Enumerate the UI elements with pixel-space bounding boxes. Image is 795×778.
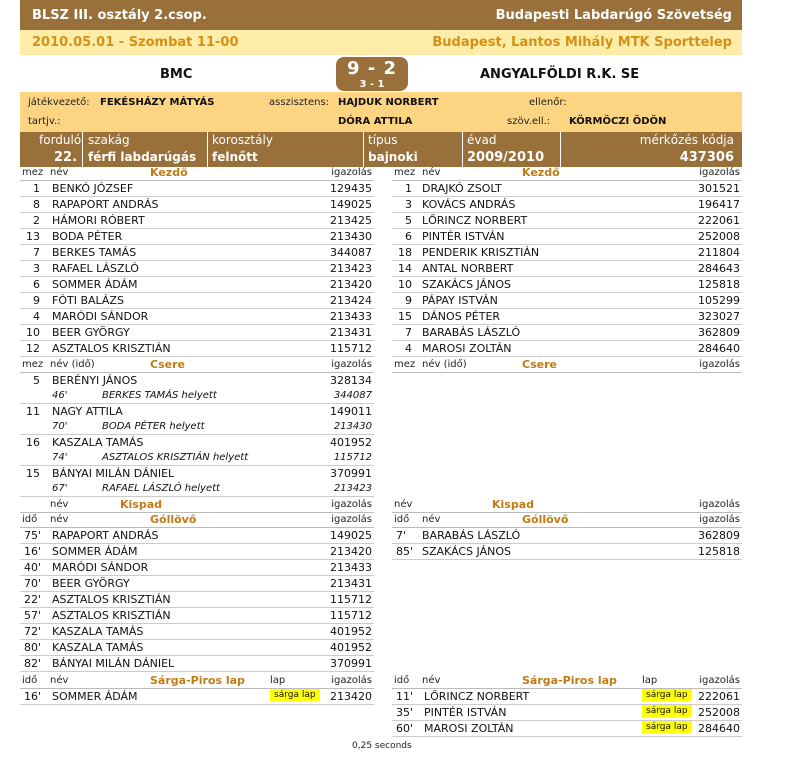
away-start-cell-id: 301521	[698, 182, 740, 195]
home-start-cell-num: 13	[26, 230, 40, 243]
away-card-id: 222061	[698, 690, 740, 703]
away-subs-col-id: igazolás	[699, 359, 740, 370]
away-start-row	[392, 309, 742, 325]
home-goal-cell-name: BÁNYAI MILÁN DÁNIEL	[52, 657, 175, 670]
away-card-minute: 60'	[396, 722, 414, 735]
round-value: 22.	[54, 150, 78, 165]
home-bench-section-header	[20, 499, 374, 513]
away-card-row	[392, 689, 742, 705]
away-start-cell-name: ANTAL NORBERT	[422, 262, 514, 275]
home-goal-cell-minute: 82'	[24, 657, 42, 670]
home-start-col-nev: név	[50, 167, 69, 178]
home-start-cell-name: BODA PÉTER	[52, 230, 123, 243]
age-label: korosztály	[212, 133, 273, 147]
away-start-cell-id: 196417	[698, 198, 740, 211]
away-goals-section-header	[392, 514, 742, 528]
away-cards-section-header	[392, 675, 742, 689]
away-start-cell-name: KOVÁCS ANDRÁS	[422, 198, 516, 211]
home-sub-name: KASZALA TAMÁS	[52, 436, 144, 449]
home-goal-cell-name: KASZALA TAMÁS	[52, 625, 144, 638]
home-start-cell-name: HÁMORI RÓBERT	[52, 214, 145, 227]
home-goal-row	[20, 592, 374, 608]
home-cards-section-header	[20, 675, 374, 689]
home-sub-detail	[20, 482, 374, 497]
away-goal-cell-name: BARABÁS LÁSZLÓ	[422, 529, 521, 542]
home-sub-row	[20, 435, 374, 451]
home-goal-row	[20, 640, 374, 656]
home-start-cell-id: 213424	[330, 294, 372, 307]
away-start-cell-name: DRAJKÓ ZSOLT	[422, 182, 502, 195]
away-start-row	[392, 261, 742, 277]
home-goal-row	[20, 576, 374, 592]
home-sub-name: NAGY ATTILA	[52, 405, 123, 418]
home-cards-col-nev: név	[50, 675, 69, 686]
home-goal-row	[20, 608, 374, 624]
away-start-row	[392, 277, 742, 293]
home-start-cell-name: BERKES TAMÁS	[52, 246, 137, 259]
away-card-name: PINTÉR ISTVÁN	[424, 706, 507, 719]
home-sub-minute: 46'	[52, 390, 68, 401]
home-start-row	[20, 325, 374, 341]
home-start-cell-num: 8	[33, 198, 40, 211]
home-start-cell-id: 115712	[330, 342, 372, 355]
home-start-cell-name: BENKÓ JÓZSEF	[52, 182, 134, 195]
home-cards-col-id: igazolás	[331, 675, 372, 686]
home-goal-cell-id: 213420	[330, 545, 372, 558]
home-sub-num: 5	[33, 374, 40, 387]
home-start-cell-id: 213420	[330, 278, 372, 291]
away-subs-col-mez: mez	[394, 359, 416, 370]
home-cards-col-lap: lap	[270, 675, 286, 686]
referee-label: játékvezető:	[28, 97, 90, 108]
home-start-cell-num: 4	[33, 310, 40, 323]
home-goals-section-title: Góllövő	[150, 513, 197, 526]
away-start-row	[392, 245, 742, 261]
home-start-cell-name: ASZTALOS KRISZTIÁN	[52, 342, 171, 355]
federation-checker-name: KÖRMÖCZI ÖDÖN	[569, 116, 667, 127]
home-sub-minute: 67'	[52, 483, 68, 494]
home-sub-name: BÁNYAI MILÁN DÁNIEL	[52, 467, 175, 480]
home-bench-col-id: igazolás	[331, 499, 372, 510]
home-start-row	[20, 245, 374, 261]
home-goal-row	[20, 560, 374, 576]
away-card-name: LŐRINCZ NORBERT	[424, 690, 530, 703]
away-goal-cell-minute: 85'	[396, 545, 414, 558]
home-subs-col-nev: név (idő)	[50, 359, 95, 370]
home-goal-cell-id: 370991	[330, 657, 372, 670]
match-code-value: 437306	[679, 150, 734, 165]
away-cards-col-lap: lap	[642, 675, 658, 686]
home-start-cell-num: 10	[26, 326, 40, 339]
home-goal-cell-id: 115712	[330, 593, 372, 606]
away-start-cell-id: 284640	[698, 342, 740, 355]
home-goals-col-nev: név	[50, 514, 69, 525]
home-sub-replaced: BERKES TAMÁS helyett	[102, 390, 217, 401]
round-label: forduló	[39, 133, 82, 147]
away-goals-col-nev: név	[422, 514, 441, 525]
type-label: típus	[368, 133, 398, 147]
away-start-cell-name: PINTÉR ISTVÁN	[422, 230, 505, 243]
home-subs-section-title: Csere	[150, 358, 185, 371]
home-goals-section-header	[20, 514, 374, 528]
home-start-cell-id: 213430	[330, 230, 372, 243]
home-start-row	[20, 197, 374, 213]
home-start-cell-name: MARÓDI SÁNDOR	[52, 310, 149, 323]
away-cards-col-nev: név	[422, 675, 441, 686]
away-subs-section-header	[392, 359, 742, 373]
home-goal-cell-id: 401952	[330, 641, 372, 654]
away-start-cell-num: 15	[398, 310, 412, 323]
home-goal-row	[20, 544, 374, 560]
away-start-row	[392, 181, 742, 197]
home-subs-col-id: igazolás	[331, 359, 372, 370]
home-sub-replaced-id: 213423	[333, 483, 372, 494]
home-team: BMC	[160, 67, 193, 82]
home-goal-cell-minute: 16'	[24, 545, 42, 558]
away-start-cell-name: PENDERIK KRISZTIÁN	[422, 246, 540, 259]
home-start-row	[20, 213, 374, 229]
home-start-col-mez: mez	[22, 167, 44, 178]
home-start-cell-name: RAFAEL LÁSZLÓ	[52, 262, 139, 275]
score-box	[336, 57, 408, 91]
away-start-cell-num: 14	[398, 262, 412, 275]
home-start-cell-id: 344087	[330, 246, 372, 259]
home-sub-row	[20, 373, 374, 389]
home-start-cell-id: 129435	[330, 182, 372, 195]
checker-label: ellenőr:	[529, 97, 567, 108]
home-start-col-id: igazolás	[331, 167, 372, 178]
away-subs-col-nev: név (idő)	[422, 359, 467, 370]
home-start-cell-num: 9	[33, 294, 40, 307]
home-goal-cell-name: KASZALA TAMÁS	[52, 641, 144, 654]
home-cards-section-title: Sárga-Piros lap	[150, 674, 245, 687]
away-start-cell-num: 5	[405, 214, 412, 227]
away-start-section-header	[392, 167, 742, 181]
home-goal-cell-id: 213431	[330, 577, 372, 590]
home-sub-replaced: ASZTALOS KRISZTIÁN helyett	[102, 452, 249, 463]
home-start-cell-name: BEER GYÖRGY	[52, 326, 130, 339]
away-card-badge: sárga lap	[642, 721, 692, 733]
home-start-row	[20, 277, 374, 293]
officials-panel	[20, 92, 742, 132]
home-start-cell-name: FÓTI BALÁZS	[52, 294, 124, 307]
home-card-id: 213420	[330, 690, 372, 703]
home-start-row	[20, 309, 374, 325]
away-cards-col-id: igazolás	[699, 675, 740, 686]
away-card-row	[392, 721, 742, 737]
league-name: BLSZ III. osztály 2.csop.	[32, 8, 207, 23]
home-start-cell-name: SOMMER ÁDÁM	[52, 278, 138, 291]
home-sub-num: 16	[26, 436, 40, 449]
away-start-cell-name: DÁNOS PÉTER	[422, 310, 501, 323]
home-start-cell-num: 7	[33, 246, 40, 259]
home-goal-cell-name: ASZTALOS KRISZTIÁN	[52, 609, 171, 622]
home-goal-row	[20, 656, 374, 672]
assistant-label: asszisztens:	[269, 97, 330, 108]
away-start-row	[392, 341, 742, 357]
home-goals-col-ido: idő	[22, 514, 38, 525]
federation-checker-label: szöv.ell.:	[507, 116, 551, 127]
age-value: felnőtt	[212, 150, 258, 164]
home-sub-replaced: BODA PÉTER helyett	[102, 421, 205, 432]
home-goal-cell-id: 149025	[330, 529, 372, 542]
match-code-label: mérkőzés kódja	[639, 133, 734, 147]
home-start-cell-num: 6	[33, 278, 40, 291]
home-start-row	[20, 293, 374, 309]
away-card-id: 252008	[698, 706, 740, 719]
away-card-row	[392, 705, 742, 721]
season-label: évad	[467, 133, 497, 147]
away-start-cell-num: 7	[405, 326, 412, 339]
match-venue: Budapest, Lantos Mihály MTK Sporttelep	[432, 35, 732, 50]
away-cards-section-title: Sárga-Piros lap	[522, 674, 617, 687]
away-start-col-id: igazolás	[699, 167, 740, 178]
away-start-cell-name: PÁPAY ISTVÁN	[422, 294, 498, 307]
away-goals-col-id: igazolás	[699, 514, 740, 525]
away-start-cell-num: 9	[405, 294, 412, 307]
away-start-cell-name: MAROSI ZOLTÁN	[422, 342, 512, 355]
home-goals-col-id: igazolás	[331, 514, 372, 525]
home-sub-detail	[20, 389, 374, 404]
away-card-minute: 35'	[396, 706, 414, 719]
away-goal-cell-id: 125818	[698, 545, 740, 558]
away-team: ANGYALFÖLDI R.K. SE	[480, 67, 640, 82]
home-sub-minute: 74'	[52, 452, 68, 463]
home-sub-replaced: RAFAEL LÁSZLÓ helyett	[102, 483, 220, 494]
away-start-cell-name: SZAKÁCS JÁNOS	[422, 278, 511, 291]
home-goal-cell-name: BEER GYÖRGY	[52, 577, 130, 590]
away-start-cell-id: 252008	[698, 230, 740, 243]
home-goal-cell-minute: 22'	[24, 593, 42, 606]
home-sub-replaced-id: 213430	[333, 421, 372, 432]
away-start-cell-num: 4	[405, 342, 412, 355]
home-goal-cell-minute: 80'	[24, 641, 42, 654]
tartjv-label: tartjv.:	[28, 116, 61, 127]
halftime-score: 3 - 1	[359, 79, 385, 90]
home-sub-num: 15	[26, 467, 40, 480]
away-goal-row	[392, 544, 742, 560]
home-sub-detail	[20, 420, 374, 435]
branch-value: férfi labdarúgás	[88, 150, 197, 164]
away-start-row	[392, 197, 742, 213]
home-goal-cell-minute: 75'	[24, 529, 42, 542]
away-start-cell-id: 362809	[698, 326, 740, 339]
away-goals-section-title: Góllövő	[522, 513, 569, 526]
away-card-name: MAROSI ZOLTÁN	[424, 722, 514, 735]
home-cards-col-ido: idő	[22, 675, 38, 686]
away-start-cell-id: 222061	[698, 214, 740, 227]
home-goal-cell-minute: 57'	[24, 609, 42, 622]
away-goal-cell-minute: 7'	[396, 529, 407, 542]
branch-label: szakág	[88, 133, 130, 147]
home-start-section-title: Kezdő	[150, 166, 188, 179]
assistant-2-name: DÓRA ATTILA	[338, 116, 413, 127]
teams-row	[20, 55, 742, 92]
away-start-row	[392, 213, 742, 229]
home-goal-cell-minute: 72'	[24, 625, 42, 638]
away-start-cell-id: 284643	[698, 262, 740, 275]
home-sub-detail	[20, 451, 374, 466]
home-goal-cell-minute: 40'	[24, 561, 42, 574]
referee-name: FEKÉSHÁZY MÁTYÁS	[100, 97, 215, 108]
away-bench-col-id: igazolás	[699, 499, 740, 510]
home-start-cell-id: 149025	[330, 198, 372, 211]
away-start-cell-id: 125818	[698, 278, 740, 291]
away-bench-section-title: Kispad	[492, 498, 535, 511]
home-goal-cell-name: MARÓDI SÁNDOR	[52, 561, 149, 574]
away-card-minute: 11'	[396, 690, 414, 703]
match-meta-bar	[20, 132, 742, 167]
home-card-name: SOMMER ÁDÁM	[52, 690, 138, 703]
away-start-row	[392, 293, 742, 309]
home-start-cell-id: 213433	[330, 310, 372, 323]
home-goal-row	[20, 624, 374, 640]
away-start-cell-id: 211804	[698, 246, 740, 259]
home-goal-cell-id: 401952	[330, 625, 372, 638]
season-value: 2009/2010	[467, 150, 545, 165]
home-goal-cell-id: 115712	[330, 609, 372, 622]
home-sub-num: 11	[26, 405, 40, 418]
home-card-row	[20, 689, 374, 705]
away-goal-cell-name: SZAKÁCS JÁNOS	[422, 545, 511, 558]
home-sub-row	[20, 466, 374, 482]
home-start-row	[20, 229, 374, 245]
home-bench-section-title: Kispad	[120, 498, 163, 511]
home-start-cell-id: 213423	[330, 262, 372, 275]
home-sub-id: 149011	[330, 405, 372, 418]
home-start-cell-id: 213425	[330, 214, 372, 227]
home-start-cell-id: 213431	[330, 326, 372, 339]
away-goal-row	[392, 528, 742, 544]
home-sub-replaced-id: 115712	[333, 452, 372, 463]
home-start-cell-num: 12	[26, 342, 40, 355]
render-time: 0,25 seconds	[352, 741, 412, 751]
home-sub-id: 401952	[330, 436, 372, 449]
away-goal-cell-id: 362809	[698, 529, 740, 542]
away-start-cell-num: 10	[398, 278, 412, 291]
home-goal-cell-id: 213433	[330, 561, 372, 574]
home-start-cell-num: 1	[33, 182, 40, 195]
home-subs-section-header	[20, 359, 374, 373]
home-goal-cell-name: ASZTALOS KRISZTIÁN	[52, 593, 171, 606]
away-card-badge: sárga lap	[642, 705, 692, 717]
away-start-col-nev: név	[422, 167, 441, 178]
away-start-cell-name: LŐRINCZ NORBERT	[422, 214, 528, 227]
match-date: 2010.05.01 - Szombat 11-00	[32, 35, 239, 50]
away-card-badge: sárga lap	[642, 689, 692, 701]
home-sub-minute: 70'	[52, 421, 68, 432]
away-cards-col-ido: idő	[394, 675, 410, 686]
away-start-cell-num: 6	[405, 230, 412, 243]
home-sub-name: BERÉNYI JÁNOS	[52, 374, 138, 387]
home-start-cell-name: RAPAPORT ANDRÁS	[52, 198, 159, 211]
home-start-section-header	[20, 167, 374, 181]
home-sub-id: 370991	[330, 467, 372, 480]
home-subs-col-mez: mez	[22, 359, 44, 370]
home-sub-id: 328134	[330, 374, 372, 387]
home-bench-col-nev: név	[50, 499, 69, 510]
home-start-row	[20, 181, 374, 197]
home-start-cell-num: 2	[33, 214, 40, 227]
away-goals-col-ido: idő	[394, 514, 410, 525]
away-start-cell-id: 323027	[698, 310, 740, 323]
home-goal-cell-name: SOMMER ÁDÁM	[52, 545, 138, 558]
federation-name: Budapesti Labdarúgó Szövetség	[495, 8, 732, 23]
home-sub-row	[20, 404, 374, 420]
away-start-cell-num: 18	[398, 246, 412, 259]
home-start-cell-num: 3	[33, 262, 40, 275]
home-start-row	[20, 341, 374, 357]
away-start-col-mez: mez	[394, 167, 416, 178]
home-card-minute: 16'	[24, 690, 42, 703]
away-start-row	[392, 325, 742, 341]
home-sub-replaced-id: 344087	[333, 390, 372, 401]
away-start-cell-name: BARABÁS LÁSZLÓ	[422, 326, 521, 339]
away-start-cell-num: 3	[405, 198, 412, 211]
home-card-badge: sárga lap	[270, 689, 320, 701]
away-start-row	[392, 229, 742, 245]
home-start-row	[20, 261, 374, 277]
home-goal-cell-name: RAPAPORT ANDRÁS	[52, 529, 159, 542]
home-goal-cell-minute: 70'	[24, 577, 42, 590]
away-bench-col-nev: név	[394, 499, 413, 510]
final-score: 9 - 2	[346, 58, 398, 79]
away-card-id: 284640	[698, 722, 740, 735]
away-start-cell-num: 1	[405, 182, 412, 195]
type-value: bajnoki	[368, 150, 418, 164]
away-bench-section-header	[392, 499, 742, 513]
away-start-section-title: Kezdő	[522, 166, 560, 179]
away-subs-section-title: Csere	[522, 358, 557, 371]
home-goal-row	[20, 528, 374, 544]
assistant-1-name: HAJDUK NORBERT	[338, 97, 439, 108]
league-header-bar	[20, 0, 742, 30]
date-venue-bar	[20, 30, 742, 55]
away-start-cell-id: 105299	[698, 294, 740, 307]
